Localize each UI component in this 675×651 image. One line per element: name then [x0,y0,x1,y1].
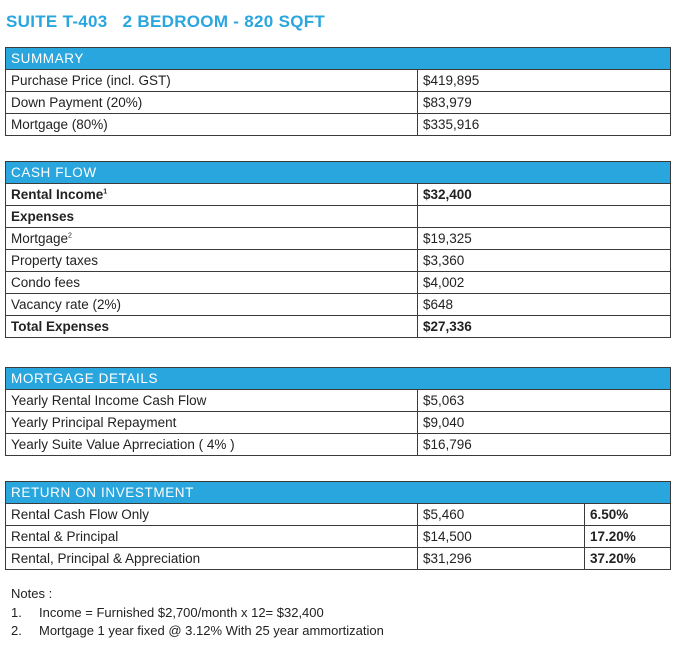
row-label: Rental, Principal & Appreciation [6,548,418,570]
table-row [6,504,671,526]
row-value: $14,500 [418,526,585,548]
table-row [6,206,671,228]
mortgage-details-table [5,367,671,456]
notes [11,585,384,641]
table-row [6,92,671,114]
table-row [6,272,671,294]
table-row [6,294,671,316]
page-title: SUITE T-403 2 BEDROOM - 820 SQFT [6,12,326,31]
row-label: Yearly Suite Value Aprreciation ( 4% ) [6,434,418,456]
note-number: 2. [11,623,22,638]
condo-fees-label: Condo fees [6,272,418,294]
table-row [6,70,671,92]
note-text: Income = Furnished $2,700/month x 12= $32,400 [39,604,324,620]
row-value: $16,796 [418,434,671,456]
row-value: $419,895 [418,70,671,92]
row-label: Down Payment (20%) [6,92,418,114]
row-label: Rental Cash Flow Only [6,504,418,526]
vacancy-label: Vacancy rate (2%) [6,294,418,316]
row-value: $9,040 [418,412,671,434]
row-value: $335,916 [418,114,671,136]
total-expenses-value: $27,336 [418,316,671,338]
mortgage-label: Mortgage$^2$ [6,228,418,250]
row-label: Rental & Principal [6,526,418,548]
vacancy-value: $648 [418,294,671,316]
roi-table [5,481,671,570]
row-value: $31,296 [418,548,585,570]
table-row [6,316,671,338]
row-label: Purchase Price (incl. GST) [6,70,418,92]
mortgage-details-heading: MORTGAGE DETAILS [6,368,671,390]
table-row [6,228,671,250]
expenses-label: Expenses [6,206,418,228]
table-row [6,250,671,272]
table-row [6,526,671,548]
row-label: Yearly Rental Income Cash Flow [6,390,418,412]
table-row [6,114,671,136]
row-percent: 17.20% [585,526,671,548]
row-percent: 6.50% [585,504,671,526]
mortgage-value: $19,325 [418,228,671,250]
rental-income-label: Rental Income$^1$ [6,184,418,206]
total-expenses-label: Total Expenses [6,316,418,338]
expenses-value [418,206,671,228]
footnote-marker: 2 [68,232,72,240]
table-row [6,548,671,570]
cash-flow-table [5,161,671,338]
note-text: Mortgage 1 year fixed @ 3.12% With 25 year ammortization [39,623,384,638]
note-item [11,622,384,641]
notes-heading: Notes : [11,586,53,601]
row-value: $5,063 [418,390,671,412]
row-value: $5,460 [418,504,585,526]
summary-heading: SUMMARY [6,48,671,70]
table-row [6,390,671,412]
roi-heading: RETURN ON INVESTMENT [6,482,671,504]
table-row [6,434,671,456]
row-percent: 37.20% [585,548,671,570]
cash-flow-heading: CASH FLOW [6,162,671,184]
row-label: Mortgage (80%) [6,114,418,136]
property-taxes-label: Property taxes [6,250,418,272]
table-row [6,184,671,206]
row-value: $83,979 [418,92,671,114]
row-label: Yearly Principal Repayment [6,412,418,434]
note-item [11,604,384,623]
summary-table [5,47,671,136]
note-number: 1. [11,604,22,620]
footnote-marker: 1 [103,188,108,196]
property-taxes-value: $3,360 [418,250,671,272]
table-row [6,412,671,434]
condo-fees-value: $4,002 [418,272,671,294]
rental-income-value: $32,400 [418,184,671,206]
